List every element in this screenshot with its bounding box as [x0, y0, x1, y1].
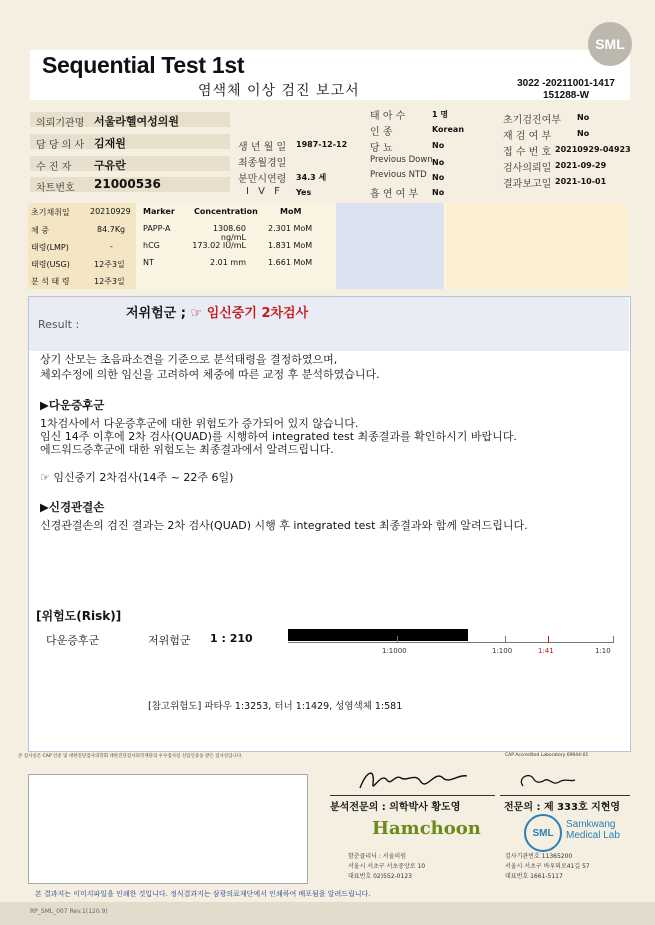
- ntd-line1: 신경관결손의 검진 결과는 2차 검사(QUAD) 시행 후 integrated test 최종결과와 함께 알려드립니다.: [40, 519, 528, 532]
- weight-value: 84.7Kg: [97, 225, 126, 234]
- sml-logo-text: SML: [595, 36, 625, 52]
- risk-scale-line: [288, 642, 614, 643]
- result-header: [29, 297, 629, 351]
- risk-tick: [505, 636, 506, 643]
- request-date-value: 2021-09-29: [555, 161, 607, 170]
- draw-date-label: 초기채취일: [31, 208, 70, 217]
- risk-tick-label: 1:100: [492, 647, 513, 655]
- first-test-value: No: [577, 113, 590, 122]
- smoke-value: No: [432, 188, 445, 197]
- institution-value: 서울라헬여성의원: [94, 115, 180, 128]
- comment-box: [28, 774, 308, 884]
- marker-name: NT: [143, 258, 154, 267]
- down-line2: 임신 14주 이후에 2차 검사(QUAD)를 시행하여 integrated test 최종결과를 확인하시기 바랍니다.: [40, 430, 517, 443]
- risk-heading: [위험도(Risk)]: [36, 609, 122, 623]
- document-number: [517, 78, 615, 102]
- next-test-text: ☞ 임신중기 2차검사(14주 ~ 22주 6일): [40, 471, 234, 484]
- ntd-heading: ▶신경관결손: [40, 500, 105, 514]
- first-test-label: 초기검진여부: [503, 115, 561, 126]
- sml-addr2: 서울시 서초구 바우뫼로41길 57: [505, 863, 590, 870]
- dm-label: 당 뇨: [370, 143, 393, 154]
- signer-right: 전문의 : 제 333호 지현영: [504, 802, 621, 813]
- ga-lmp-label: 태령(LMP): [31, 243, 69, 252]
- prev-ntd-value: No: [432, 173, 445, 182]
- down-syndrome-heading: ▶다운증후군: [40, 398, 105, 412]
- samkwang-name-line2: Medical Lab: [566, 830, 620, 841]
- ivf-value: Yes: [296, 188, 312, 197]
- peach-panel: [446, 203, 628, 289]
- result-label: Result :: [38, 318, 80, 331]
- risk-tick-label: 1:1000: [382, 647, 407, 655]
- risk-level-text: 저위험군 ;: [126, 306, 186, 321]
- down-line3: 에드워드증후군에 대한 위험도는 최종결과에서 알려드립니다.: [40, 443, 334, 456]
- signer-left: 분석전문의 : 의학박사 황도영: [330, 802, 461, 813]
- marker-mom: 1.661 MoM: [268, 258, 313, 267]
- risk-bar: [288, 629, 468, 641]
- sml-addr3: 대표번호 1661-5117: [505, 873, 563, 880]
- hamchoon-addr2: 서울시 서초구 서초중앙로 10: [348, 863, 426, 870]
- fetus-label: 태 아 수: [370, 111, 406, 122]
- name-value: 구유란: [94, 159, 126, 172]
- retest-label: 재 검 여 부: [503, 131, 552, 142]
- age-label: 분만시연령: [238, 174, 287, 185]
- mom-header: MoM: [280, 207, 302, 216]
- chart-label: 차트번호: [36, 183, 75, 194]
- ga-analysis-label: 분 석 태 령: [31, 277, 70, 286]
- signature-left: [355, 764, 475, 798]
- result-summary: [126, 302, 308, 321]
- title-english: Sequential Test 1st: [42, 52, 245, 78]
- receipt-label: 접 수 번 호: [503, 147, 552, 158]
- result-para1-line1: 상기 산모는 초음파소견을 기준으로 분석태령을 결정하였으며,: [40, 353, 338, 366]
- risk-level: 저위험군: [148, 634, 191, 647]
- smoke-label: 흡 연 여 부: [370, 189, 419, 200]
- receipt-value: 20210929-04923: [555, 145, 631, 154]
- down-line1: 1차검사에서 다운증후군에 대한 위험도가 증가되어 있지 않습니다.: [40, 417, 359, 430]
- risk-ratio: 1 : 210: [210, 632, 253, 645]
- form-code: RP_SML_007 Rev.1(120.9): [30, 908, 108, 915]
- hamchoon-addr3: 대표번호 02)552-0123: [348, 873, 412, 880]
- risk-tick-label: 1:10: [595, 647, 611, 655]
- name-label: 수 진 자: [36, 162, 72, 173]
- document-number-line1: 3022 -20211001-1417: [517, 78, 615, 89]
- reference-risk: [참고위험도] 파타우 1:3253, 터너 1:1429, 성염색체 1:581: [148, 701, 403, 712]
- action-text: 임신중기 2차검사: [206, 306, 309, 321]
- fetus-value: 1 명: [432, 110, 449, 119]
- lmp-label: 최종월경일: [238, 158, 287, 169]
- title-korean: 염색체 이상 검진 보고서: [198, 83, 360, 99]
- samkwang-logo-text: SML: [532, 827, 554, 839]
- request-date-label: 검사의뢰일: [503, 163, 552, 174]
- hamchoon-logo: Hamchoon: [372, 818, 481, 839]
- concentration-header: Concentration: [194, 207, 258, 216]
- hamchoon-addr1: 함춘클리닉 : 서울의원: [348, 853, 407, 860]
- hand-point-icon: ☞: [190, 306, 203, 321]
- signature-line-right: [500, 795, 630, 796]
- ivf-label: I V F: [246, 186, 283, 197]
- samkwang-name-line1: Samkwang: [566, 819, 616, 830]
- ga-lmp-value: -: [110, 242, 113, 251]
- marker-header: Marker: [143, 207, 175, 216]
- dob-label: 생 년 월 일: [238, 142, 287, 153]
- ga-usg-label: 태령(USG): [31, 260, 70, 269]
- risk-tick: [397, 636, 398, 643]
- samkwang-name: [566, 819, 620, 841]
- risk-tick-cutoff: [548, 636, 549, 643]
- marker-concentration: 173.02 IU/mL: [192, 241, 246, 250]
- ga-analysis-value: 12주3일: [94, 277, 125, 286]
- marker-name: hCG: [143, 241, 160, 250]
- risk-disease: 다운증후군: [46, 634, 100, 647]
- marker-name: PAPP-A: [143, 224, 171, 233]
- cap-note: 본 검사실은 CAP 인증 및 대한진단검사의학회 대한진단검사의학재단의 우수검사실 신임인증을 받은 검사실입니다.: [18, 754, 243, 759]
- dm-value: No: [432, 141, 445, 150]
- cap-lab-number: CAP Accredited Laboratory 69944-01: [505, 753, 589, 758]
- dob-value: 1987-12-12: [296, 140, 348, 149]
- document-number-line2: 151288-W: [542, 90, 590, 101]
- signature-line-left: [330, 795, 495, 796]
- prev-down-value: No: [432, 158, 445, 167]
- marker-mom: 1.831 MoM: [268, 241, 313, 250]
- signature-right: [515, 768, 585, 794]
- risk-tick: [613, 636, 614, 643]
- chart-value: 21000536: [94, 177, 161, 191]
- race-label: 인 종: [370, 127, 393, 138]
- weight-label: 체 중: [31, 226, 49, 235]
- prev-down-label: Previous Down: [370, 155, 433, 165]
- doctor-value: 김재원: [94, 137, 126, 150]
- samkwang-logo-icon: [524, 814, 562, 852]
- sml-logo: [588, 22, 632, 66]
- draw-date-value: 20210929: [90, 207, 131, 216]
- sml-addr1: 검사기관번호 11365200: [505, 853, 573, 860]
- report-date-label: 결과보고일: [503, 179, 552, 190]
- risk-tick-label-cutoff: 1:41: [538, 647, 554, 655]
- marker-mom: 2.301 MoM: [268, 224, 313, 233]
- prev-ntd-label: Previous NTD: [370, 170, 427, 180]
- report-date-value: 2021-10-01: [555, 177, 607, 186]
- marker-concentration: 2.01 mm: [210, 258, 246, 267]
- result-para1-line2: 체외수정에 의한 임신을 고려하여 체중에 따른 교정 후 분석하였습니다.: [40, 368, 380, 381]
- doctor-label: 담 당 의 사: [36, 140, 85, 151]
- blue-panel: [336, 203, 444, 289]
- race-value: Korean: [432, 125, 465, 134]
- age-value: 34.3 세: [296, 173, 327, 182]
- retest-value: No: [577, 129, 590, 138]
- print-notice: 본 결과지는 이미지파일을 인쇄한 것입니다. 정식결과지는 삼광의료재단에서 인쇄하여 배포됨을 알려드립니다.: [35, 890, 371, 898]
- marker-concentration: 1308.60 ng/mL: [212, 224, 246, 242]
- ga-usg-value: 12주3일: [94, 260, 125, 269]
- institution-label: 의뢰기관명: [36, 118, 85, 129]
